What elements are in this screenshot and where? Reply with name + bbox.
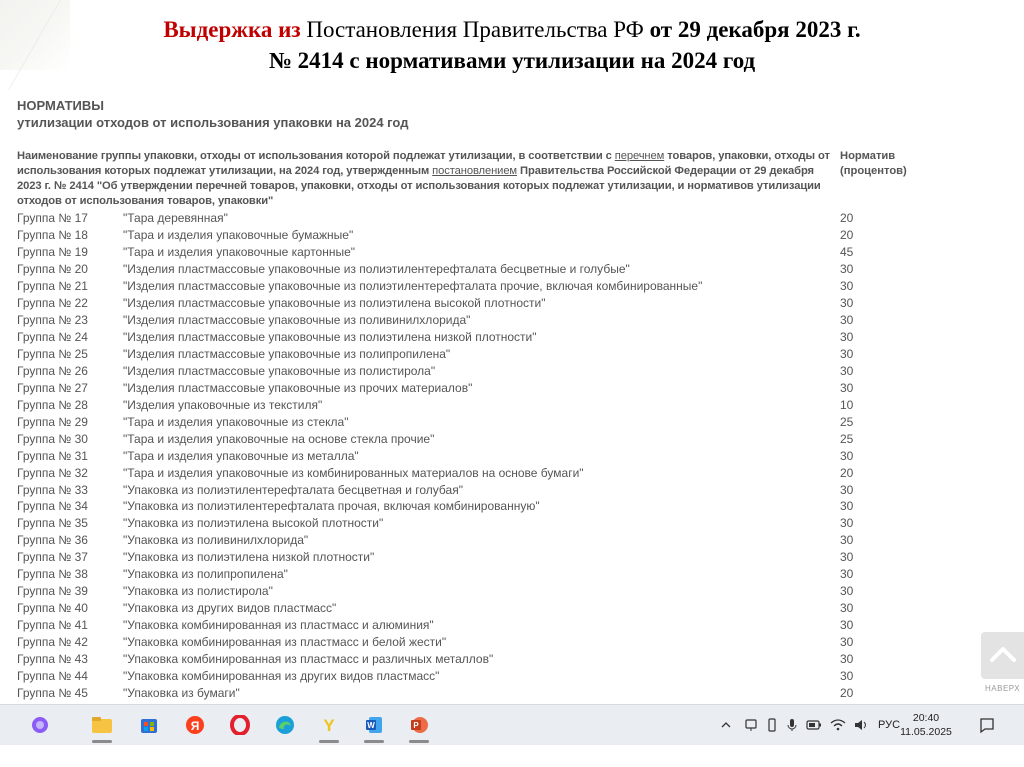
below-taskbar-area: [0, 745, 1024, 767]
row-norm-value: 30: [840, 652, 854, 667]
row-group-number: Группа № 26: [17, 363, 88, 378]
row-group-name: "Тара и изделия упаковочные из комбинированных материалов на основе бумаги": [123, 465, 584, 480]
row-norm-value: 30: [840, 329, 854, 344]
store-icon[interactable]: [137, 713, 161, 737]
row-norm-value: 30: [840, 448, 854, 463]
edge-icon[interactable]: [273, 713, 297, 737]
table-row: [17, 414, 927, 431]
table-row: [17, 634, 927, 651]
table-row: [17, 532, 927, 549]
table-row: [17, 295, 927, 312]
table-row: [17, 498, 927, 515]
list-link[interactable]: перечнем: [614, 150, 665, 162]
system-tray: [720, 705, 900, 745]
table-row: [17, 685, 927, 702]
row-group-name: "Упаковка из полистирола": [123, 584, 273, 599]
network-share-icon[interactable]: [744, 718, 758, 732]
row-norm-value: 25: [840, 414, 854, 429]
title-regular-part: Постановления Правительства РФ: [300, 17, 650, 42]
table-header-name-column: [17, 149, 832, 209]
doc-subheading: утилизации отходов от использования упаковки на 2024 год: [17, 115, 409, 130]
table-row: [17, 363, 927, 380]
table-row: [17, 329, 927, 346]
row-group-number: Группа № 45: [17, 686, 88, 701]
volume-icon[interactable]: [854, 719, 868, 731]
table-row: [17, 651, 927, 668]
row-group-number: Группа № 30: [17, 431, 88, 446]
row-group-number: Группа № 35: [17, 516, 88, 531]
row-group-name: "Изделия пластмассовые упаковочные из прочих материалов": [123, 380, 473, 395]
row-norm-value: 30: [840, 482, 854, 497]
row-group-name: "Тара и изделия упаковочные картонные": [123, 244, 356, 259]
clock-time: 20:40: [912, 712, 940, 724]
row-group-name: "Упаковка из поливинилхлорида": [123, 533, 309, 548]
row-group-name: "Тара и изделия упаковочные из металла": [123, 448, 359, 463]
row-group-name: "Упаковка из полиэтилена низкой плотности": [123, 550, 375, 565]
microphone-icon[interactable]: [786, 718, 798, 732]
table-row: [17, 210, 927, 227]
doc-heading: НОРМАТИВЫ: [17, 98, 104, 113]
row-norm-value: 30: [840, 601, 854, 616]
row-norm-value: 10: [840, 397, 854, 412]
table-row: [17, 380, 927, 397]
row-norm-value: 30: [840, 533, 854, 548]
row-group-number: Группа № 18: [17, 227, 88, 242]
row-norm-value: 30: [840, 516, 854, 531]
row-group-number: Группа № 29: [17, 414, 88, 429]
chevron-up-tray-icon[interactable]: [720, 719, 732, 731]
row-group-name: "Упаковка из полиэтилентерефталата прочая, включая комбинированную": [123, 499, 540, 514]
row-group-name: "Тара и изделия упаковочные бумажные": [123, 227, 354, 242]
wifi-icon[interactable]: [830, 719, 846, 731]
table-row: [17, 668, 927, 685]
table-row: [17, 549, 927, 566]
row-group-name: "Тара и изделия упаковочные из стекла": [123, 414, 349, 429]
row-group-name: "Изделия пластмассовые упаковочные из полиэтилена высокой плотности": [123, 295, 546, 310]
table-row: [17, 397, 927, 414]
row-norm-value: 30: [840, 346, 854, 361]
row-norm-value: 30: [840, 363, 854, 378]
row-norm-value: 30: [840, 380, 854, 395]
row-group-number: Группа № 28: [17, 397, 88, 412]
table-header: [17, 149, 927, 210]
chevron-up-icon: [990, 646, 1016, 662]
row-group-name: "Изделия пластмассовые упаковочные из полиэтилентерефталата прочие, включая комбинированные": [123, 278, 703, 293]
slide-title-line-2: № 2414 с нормативами утилизации на 2024 год: [268, 48, 756, 73]
row-norm-value: 20: [840, 211, 854, 225]
table-row: [17, 244, 927, 261]
yandex-icon[interactable]: [317, 713, 341, 737]
table-row: [17, 431, 927, 448]
language-indicator[interactable]: РУС: [878, 719, 901, 731]
row-group-number: Группа № 34: [17, 499, 88, 514]
row-group-number: Группа № 44: [17, 669, 88, 684]
row-group-number: Группа № 25: [17, 346, 88, 361]
file-explorer-icon[interactable]: [90, 713, 114, 737]
title-red-part: Выдержка из: [163, 17, 301, 42]
table-row: [17, 465, 927, 482]
table-row: [17, 583, 927, 600]
battery-icon[interactable]: [806, 719, 822, 731]
copilot-icon[interactable]: [28, 713, 52, 737]
header-text-part: Правительства Российской Федерации от 29 декабря 2023 г. № 2414 "Об утверждении перечней товаров, упаковки, отходы от использования которых подлежат утилизации, и нормативов утилизации отходов от использования товаров, упаковки": [17, 165, 821, 207]
row-group-number: Группа № 32: [17, 465, 88, 480]
row-norm-value: 20: [840, 686, 854, 701]
table-row: [17, 600, 927, 617]
row-norm-value: 30: [840, 499, 854, 514]
row-norm-value: 30: [840, 567, 854, 582]
svg-text:Y: Y: [323, 716, 335, 735]
svg-text:P: P: [413, 721, 419, 730]
scroll-to-top-label: НАВЕРХ: [985, 684, 1021, 693]
row-group-number: Группа № 37: [17, 550, 88, 565]
row-group-number: Группа № 36: [17, 533, 88, 548]
yandex-browser-icon[interactable]: [183, 713, 207, 737]
row-norm-value: 30: [840, 278, 854, 293]
clock[interactable]: [900, 711, 952, 739]
table-row: [17, 261, 927, 278]
word-icon[interactable]: [362, 713, 386, 737]
row-group-number: Группа № 33: [17, 482, 88, 497]
row-group-number: Группа № 23: [17, 312, 88, 327]
slide-title: [0, 14, 1024, 76]
row-norm-value: 30: [840, 635, 854, 650]
slide-title-line-1: [0, 14, 1024, 45]
row-group-number: Группа № 21: [17, 278, 88, 293]
row-group-name: "Изделия пластмассовые упаковочные из полипропилена": [123, 346, 451, 361]
row-group-name: "Изделия пластмассовые упаковочные из полистирола": [123, 363, 436, 378]
taskbar: [0, 704, 1024, 745]
table-row: [17, 566, 927, 583]
row-norm-value: 30: [840, 584, 854, 599]
table-header-norm-column: Норматив (процентов): [840, 150, 907, 177]
row-group-name: "Упаковка из полиэтилентерефталата бесцветная и голубая": [123, 482, 463, 497]
notifications-icon[interactable]: [975, 713, 999, 737]
row-group-name: "Изделия пластмассовые упаковочные из поливинилхлорида": [123, 312, 471, 327]
scroll-to-top-button[interactable]: [981, 632, 1024, 679]
row-group-name: "Упаковка комбинированная из пластмасс и белой жести": [123, 635, 447, 650]
row-group-number: Группа № 31: [17, 448, 88, 463]
row-norm-value: 25: [840, 431, 854, 446]
table-row: [17, 482, 927, 499]
norms-table-body: [17, 210, 927, 702]
row-norm-value: 30: [840, 261, 854, 276]
table-row: [17, 346, 927, 363]
row-group-number: Группа № 42: [17, 635, 88, 650]
title-bold-part: от 29 декабря 2023 г.: [649, 17, 861, 42]
row-group-name: "Упаковка из других видов пластмасс": [123, 601, 337, 616]
row-group-name: "Тара и изделия упаковочные на основе стекла прочие": [123, 431, 435, 446]
row-group-name: "Изделия пластмассовые упаковочные из полиэтилентерефталата бесцветные и голубые": [123, 261, 630, 276]
row-norm-value: 20: [840, 465, 854, 480]
row-group-number: Группа № 38: [17, 567, 88, 582]
row-group-name: "Изделия упаковочные из текстиля": [123, 397, 323, 412]
row-group-number: Группа № 22: [17, 295, 88, 310]
clock-date: 11.05.2025: [900, 726, 952, 738]
row-group-name: "Изделия пластмассовые упаковочные из полиэтилена низкой плотности": [123, 329, 537, 344]
row-norm-value: 30: [840, 295, 854, 310]
row-norm-value: 30: [840, 618, 854, 633]
row-group-number: Группа № 20: [17, 261, 88, 276]
row-norm-value: 20: [840, 227, 854, 242]
row-group-number: Группа № 27: [17, 380, 88, 395]
opera-icon[interactable]: [228, 713, 252, 737]
row-norm-value: 30: [840, 312, 854, 327]
header-text-part: Наименование группы упаковки, отходы от использования которой подлежат утилизации, в соответствии с: [17, 150, 615, 162]
header-text-part: товаров, упаковки, отходы от использования которых подлежат утилизации, на 2024 год, утвержденным: [17, 150, 830, 177]
row-group-name: "Упаковка из полиэтилена высокой плотности": [123, 516, 384, 531]
row-group-number: Группа № 24: [17, 329, 88, 344]
row-group-name: "Тара деревянная": [123, 211, 228, 225]
table-row: [17, 227, 927, 244]
table-row: [17, 278, 927, 295]
row-norm-value: 30: [840, 669, 854, 684]
row-group-name: "Упаковка комбинированная из других видов пластмасс": [123, 669, 440, 684]
row-group-number: Группа № 17: [17, 211, 88, 225]
row-group-number: Группа № 43: [17, 652, 88, 667]
row-norm-value: 45: [840, 244, 854, 259]
powerpoint-icon[interactable]: [407, 713, 431, 737]
row-group-number: Группа № 39: [17, 584, 88, 599]
table-row: [17, 515, 927, 532]
row-group-number: Группа № 40: [17, 601, 88, 616]
row-group-name: "Упаковка из полипропилена": [123, 567, 288, 582]
table-row: [17, 617, 927, 634]
row-group-name: "Упаковка комбинированная из пластмасс и алюминия": [123, 618, 434, 633]
row-group-name: "Упаковка из бумаги": [123, 686, 240, 701]
row-group-name: "Упаковка комбинированная из пластмасс и различных металлов": [123, 652, 494, 667]
svg-text:W: W: [367, 721, 375, 730]
row-norm-value: 30: [840, 550, 854, 565]
resolution-link[interactable]: постановлением: [432, 165, 518, 177]
usb-device-icon[interactable]: [766, 718, 778, 732]
row-group-number: Группа № 41: [17, 618, 88, 633]
norms-document: [17, 98, 927, 702]
svg-text:Я: Я: [190, 719, 200, 733]
table-row: [17, 448, 927, 465]
row-group-number: Группа № 19: [17, 244, 88, 259]
table-row: [17, 312, 927, 329]
